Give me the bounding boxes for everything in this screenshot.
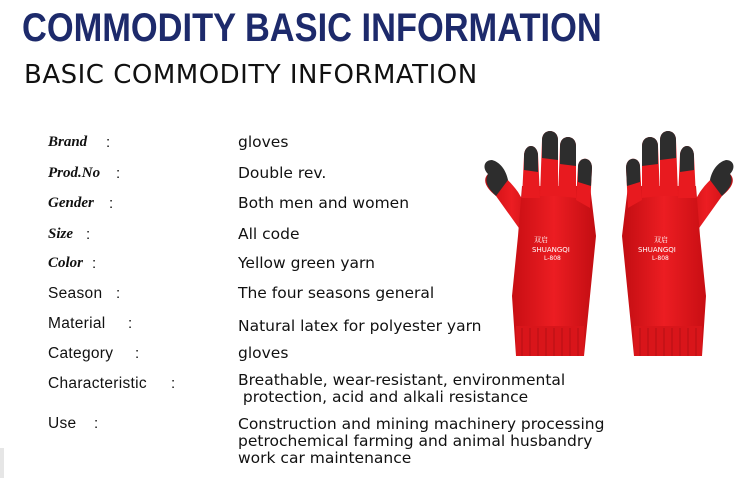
- spec-value: Double rev.: [238, 164, 327, 182]
- glove-brand: SHUANGQI: [638, 246, 676, 254]
- spec-value: gloves: [238, 344, 289, 362]
- spec-value: Both men and women: [238, 194, 410, 212]
- left-glove: [485, 131, 596, 356]
- spec-label: Use: [48, 415, 77, 432]
- spec-colon: :: [109, 195, 114, 212]
- spec-colon: :: [86, 226, 91, 243]
- edge-divider: [0, 448, 4, 478]
- glove-brand-cn: 双启: [654, 236, 668, 244]
- glove-brand: SHUANGQI: [532, 246, 570, 254]
- spec-label: Gender: [48, 195, 94, 211]
- glove-model: L-808: [544, 255, 561, 262]
- spec-colon: :: [106, 134, 111, 151]
- gloves-illustration: [478, 126, 740, 376]
- spec-value: Yellow green yarn: [238, 254, 375, 272]
- spec-colon: :: [116, 165, 121, 182]
- spec-label: Color: [48, 255, 84, 271]
- spec-label: Material: [48, 315, 106, 332]
- spec-value: The four seasons general: [238, 284, 435, 302]
- spec-value: Breathable, wear-resistant, environmental protection, acid and alkali resistance: [238, 371, 566, 406]
- glove-brand-cn: 双启: [534, 236, 548, 244]
- spec-label: Category: [48, 345, 114, 362]
- spec-label: Brand: [48, 134, 88, 150]
- spec-value: All code: [238, 225, 300, 243]
- right-glove: [622, 131, 733, 356]
- spec-colon: :: [94, 415, 99, 432]
- page-subtitle: BASIC COMMODITY INFORMATION: [24, 60, 478, 90]
- spec-colon: :: [92, 255, 97, 272]
- spec-label: Size: [48, 226, 74, 242]
- spec-value: Natural latex for polyester yarn: [238, 317, 482, 335]
- spec-colon: :: [116, 285, 121, 302]
- spec-colon: :: [135, 345, 140, 362]
- spec-value: gloves: [238, 133, 289, 151]
- spec-value: Construction and mining machinery processing petrochemical farming and animal husbandry work car maintenance: [238, 415, 605, 467]
- spec-colon: :: [128, 315, 133, 332]
- spec-colon: :: [171, 375, 176, 392]
- page-title: COMMODITY BASIC INFORMATION: [22, 6, 602, 50]
- spec-label: Prod.No: [48, 165, 101, 181]
- glove-model: L-808: [652, 255, 669, 262]
- spec-label: Characteristic: [48, 375, 147, 392]
- spec-label: Season: [48, 285, 103, 302]
